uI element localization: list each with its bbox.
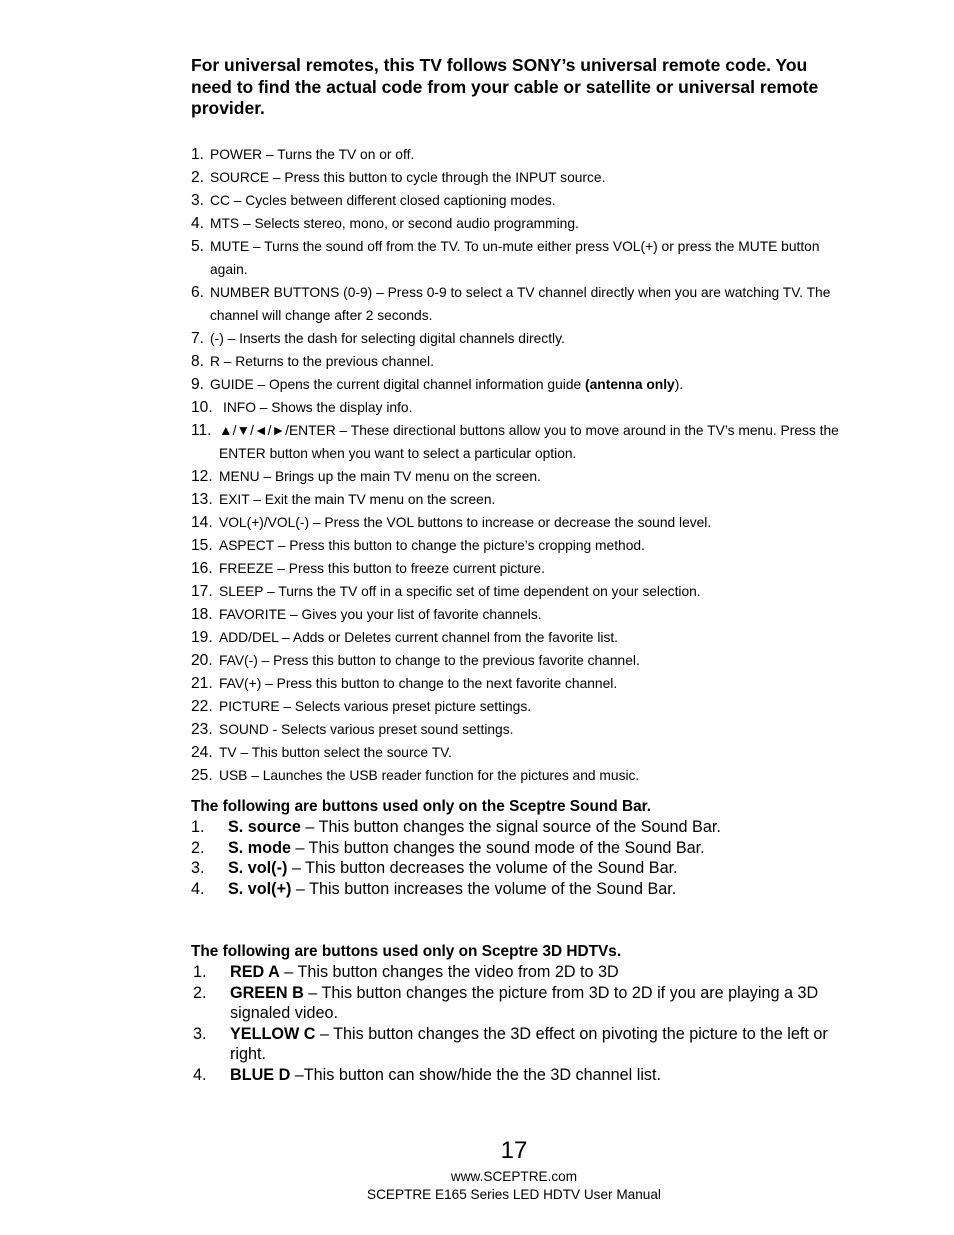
- item-text-main: – This button decreases the volume of the Sound Bar.: [287, 859, 678, 878]
- item-text: MTS – Selects stereo, mono, or second audio programming.: [210, 216, 579, 231]
- item-text-bold: RED A: [230, 963, 280, 981]
- list-item: [191, 557, 851, 580]
- page-number: 17: [500, 1137, 528, 1164]
- item-number: 7.: [191, 330, 205, 347]
- item-number: 8.: [191, 353, 205, 370]
- list-item: [191, 695, 851, 718]
- list-item: [191, 419, 851, 465]
- list-item: [191, 350, 851, 373]
- item-text: MUTE – Turns the sound off from the TV. To un-mute either press VOL(+) or press the MUTE button again.: [210, 239, 820, 277]
- item-text: [191, 879, 851, 900]
- item-text: FAV(-) – Press this button to change to the previous favorite channel.: [219, 653, 640, 668]
- list-item: [191, 373, 851, 396]
- list-item: [191, 764, 851, 787]
- item-text: (-) – Inserts the dash for selecting digital channels directly.: [210, 331, 565, 346]
- item-text: [191, 1024, 851, 1065]
- item-text: ▲/▼/◄/►/ENTER – These directional buttons allow you to move around in the TV’s menu. Press the ENTER button when you want to select a particular option.: [219, 423, 839, 461]
- item-number: 2.: [191, 169, 205, 186]
- item-text: FAVORITE – Gives you your list of favorite channels.: [219, 607, 542, 622]
- item-number: 3.: [191, 859, 205, 878]
- list-item: [191, 580, 851, 603]
- item-number: 20.: [191, 652, 213, 669]
- item-number: 11.: [191, 422, 212, 439]
- item-number: 3.: [193, 1024, 207, 1043]
- list-item: [191, 879, 851, 900]
- item-number: 16.: [191, 560, 213, 577]
- list-item: [191, 166, 851, 189]
- item-text-main: – This button changes the 3D effect on pivoting the picture to the left or right.: [230, 1024, 828, 1064]
- item-number: 3.: [191, 192, 205, 209]
- item-text-main: GUIDE – Opens the current digital channel information guide: [210, 377, 586, 392]
- item-text: ASPECT – Press this button to change the picture’s cropping method.: [219, 538, 645, 553]
- item-text: [191, 817, 851, 838]
- item-text: CC – Cycles between different closed captioning modes.: [210, 193, 556, 208]
- item-text: PICTURE – Selects various preset picture settings.: [219, 699, 532, 714]
- item-text-main: –This button can show/hide the the 3D channel list.: [290, 1065, 662, 1084]
- footer-website: www.SCEPTRE.com: [450, 1169, 578, 1184]
- item-text: SLEEP – Turns the TV off in a specific set of time dependent on your selection.: [219, 584, 701, 599]
- item-text-bold: S. vol(-): [228, 859, 288, 878]
- list-item: [191, 189, 851, 212]
- item-number: 1.: [191, 818, 205, 836]
- item-number: 14.: [191, 514, 213, 531]
- list-item: [191, 741, 851, 764]
- list-item: [191, 212, 851, 235]
- item-text-bold: YELLOW C: [230, 1024, 316, 1043]
- item-number: 4.: [191, 215, 205, 232]
- item-number: 25.: [191, 767, 213, 784]
- footer-manual-title: SCEPTRE E165 Series LED HDTV User Manual: [367, 1187, 661, 1202]
- item-number: 15.: [191, 537, 213, 554]
- page-heading: For universal remotes, this TV follows SONY’s universal remote code. You need to find the actual code from your cable or satellite or universal remote provider.: [191, 55, 819, 119]
- item-number: 2.: [191, 838, 205, 857]
- item-number: 1.: [191, 146, 205, 163]
- item-text-bold: S. source: [228, 818, 301, 836]
- item-text: NUMBER BUTTONS (0-9) – Press 0-9 to select a TV channel directly when you are watching TV. The channel will change after 2 seconds.: [210, 285, 831, 323]
- list-item: [191, 649, 851, 672]
- item-number: 23.: [191, 721, 213, 738]
- list-item: [191, 962, 851, 983]
- item-text: [191, 838, 851, 859]
- item-number: 18.: [191, 606, 213, 623]
- hdtv3d-button-list: [191, 962, 851, 1086]
- item-number: 13.: [191, 491, 213, 508]
- item-number: 10.: [191, 399, 213, 416]
- list-item: [191, 672, 851, 695]
- list-item: [191, 983, 851, 1024]
- item-text-bold: (antenna only: [585, 377, 675, 392]
- item-number: 2.: [193, 983, 207, 1002]
- item-text: SOUND - Selects various preset sound settings.: [219, 722, 514, 737]
- list-item: [191, 626, 851, 649]
- item-number: 4.: [191, 879, 205, 898]
- item-text: INFO – Shows the display info.: [223, 400, 413, 415]
- list-item: [191, 838, 851, 859]
- item-text-bold: S. mode: [228, 838, 291, 857]
- list-item: [191, 1065, 851, 1086]
- soundbar-section-title: The following are buttons used only on the Sceptre Sound Bar.: [191, 798, 652, 815]
- item-text-main: – This button changes the picture from 3D to 2D if you are playing a 3D signaled video.: [230, 983, 819, 1023]
- item-number: 5.: [191, 238, 205, 255]
- list-item: [191, 235, 851, 281]
- item-text-bold: BLUE D: [230, 1065, 291, 1084]
- list-item: [191, 327, 851, 350]
- item-text-after: ).: [674, 377, 684, 392]
- item-number: 22.: [191, 698, 213, 715]
- item-text-main: – This button changes the sound mode of the Sound Bar.: [290, 838, 705, 857]
- item-text: VOL(+)/VOL(-) – Press the VOL buttons to increase or decrease the sound level.: [219, 515, 712, 530]
- item-text-main: – This button changes the video from 2D to 3D: [279, 963, 619, 981]
- item-number: 1.: [193, 963, 207, 981]
- hdtv3d-section-title: The following are buttons used only on Sceptre 3D HDTVs.: [191, 943, 622, 960]
- item-text: FREEZE – Press this button to freeze current picture.: [219, 561, 545, 576]
- item-text: [191, 373, 851, 396]
- item-number: 6.: [191, 284, 205, 301]
- list-item: [191, 488, 851, 511]
- item-text: [191, 983, 851, 1024]
- item-text: TV – This button select the source TV.: [219, 745, 452, 760]
- list-item: [191, 465, 851, 488]
- item-text: MENU – Brings up the main TV menu on the screen.: [219, 469, 541, 484]
- list-item: [191, 603, 851, 626]
- list-item: [191, 858, 851, 879]
- item-text: [191, 1065, 851, 1086]
- item-text: USB – Launches the USB reader function for the pictures and music.: [219, 768, 640, 783]
- remote-button-list: [191, 143, 851, 787]
- soundbar-button-list: [191, 817, 851, 899]
- item-text: FAV(+) – Press this button to change to the next favorite channel.: [219, 676, 618, 691]
- list-item: [191, 281, 851, 327]
- item-text: EXIT – Exit the main TV menu on the screen.: [219, 492, 496, 507]
- item-text-bold: GREEN B: [230, 983, 304, 1002]
- item-text-bold: S. vol(+): [228, 879, 292, 898]
- item-number: 12.: [191, 468, 213, 485]
- item-number: 21.: [191, 675, 213, 692]
- list-item: [191, 511, 851, 534]
- item-text-main: – This button increases the volume of the Sound Bar.: [291, 879, 677, 898]
- list-item: [191, 718, 851, 741]
- item-number: 9.: [191, 376, 205, 393]
- list-item: [191, 534, 851, 557]
- item-text: R – Returns to the previous channel.: [210, 354, 434, 369]
- item-number: 4.: [193, 1065, 207, 1084]
- item-number: 24.: [191, 744, 213, 761]
- item-number: 17.: [191, 583, 213, 600]
- list-item: [191, 1024, 851, 1065]
- item-text: POWER – Turns the TV on or off.: [210, 147, 415, 162]
- list-item: [191, 396, 851, 419]
- item-number: 19.: [191, 629, 213, 646]
- list-item: [191, 817, 851, 838]
- item-text: ADD/DEL – Adds or Deletes current channel from the favorite list.: [219, 630, 619, 645]
- item-text: SOURCE – Press this button to cycle through the INPUT source.: [210, 170, 606, 185]
- item-text: [191, 858, 851, 879]
- item-text: [191, 962, 851, 983]
- list-item: [191, 143, 851, 166]
- item-text-main: – This button changes the signal source of the Sound Bar.: [300, 818, 721, 836]
